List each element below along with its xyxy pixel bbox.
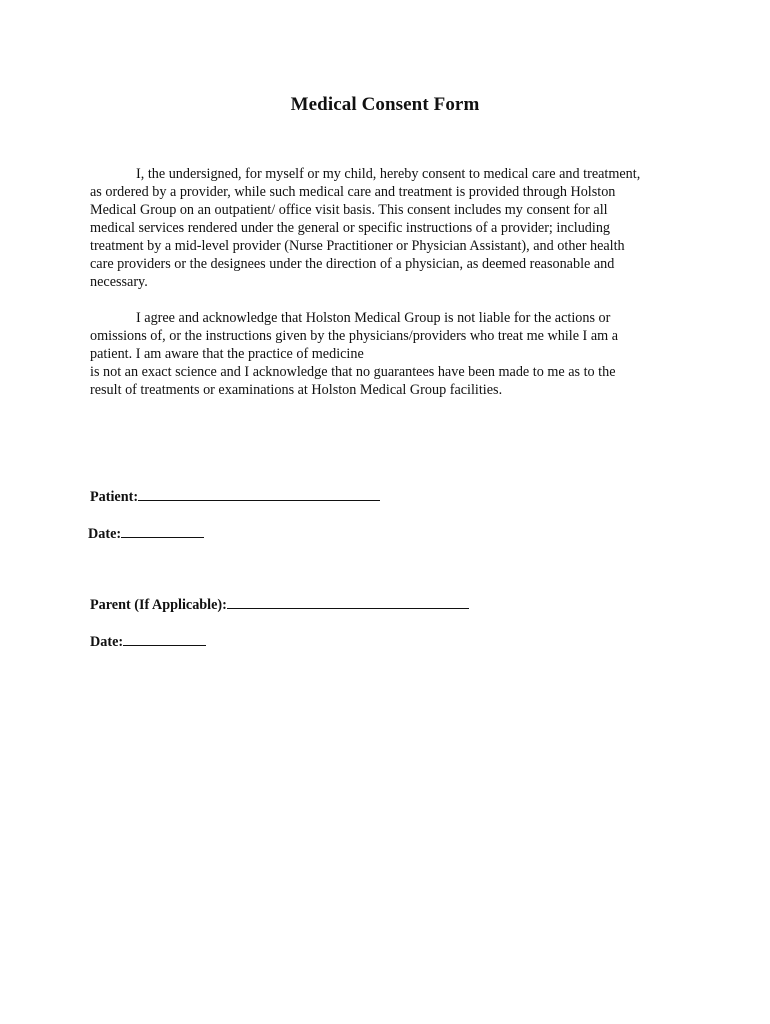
paragraph-line: patient. I am aware that the practice of medicine: [90, 346, 364, 362]
patient-date-line[interactable]: [121, 523, 204, 538]
paragraph-line: Medical Group on an outpatient/ office visit basis. This consent includes my consent for all: [90, 202, 608, 218]
parent-signature-line[interactable]: [227, 594, 469, 609]
parent-label: Parent (If Applicable):: [90, 597, 227, 613]
paragraph-line: I, the undersigned, for myself or my child, hereby consent to medical care and treatment,: [136, 166, 641, 182]
paragraph-line: necessary.: [90, 274, 148, 290]
consent-paragraph: [90, 165, 670, 291]
patient-signature-line[interactable]: [138, 486, 380, 501]
date-label: Date:: [88, 526, 122, 542]
parent-signature-field: [90, 594, 469, 614]
patient-label: Patient:: [90, 489, 139, 505]
paragraph-line: is not an exact science and I acknowledge that no guarantees have been made to me as to the: [90, 364, 616, 380]
paragraph-line: omissions of, or the instructions given by the physicians/providers who treat me while I am a: [90, 328, 618, 344]
paragraph-line: treatment by a mid-level provider (Nurse Practitioner or Physician Assistant), and other health: [90, 238, 625, 254]
liability-paragraph: [90, 309, 670, 399]
page-title: Medical Consent Form: [290, 94, 480, 115]
paragraph-line: as ordered by a provider, while such medical care and treatment is provided through Holston: [90, 184, 616, 200]
paragraph-line: care providers or the designees under the direction of a physician, as deemed reasonable and: [90, 256, 615, 272]
patient-signature-field: [90, 486, 380, 506]
patient-date-field: [88, 523, 204, 543]
date-label: Date:: [90, 634, 124, 650]
parent-date-line[interactable]: [123, 631, 206, 646]
parent-date-field: [90, 631, 206, 651]
paragraph-line: result of treatments or examinations at Holston Medical Group facilities.: [90, 382, 503, 398]
paragraph-line: I agree and acknowledge that Holston Medical Group is not liable for the actions or: [136, 310, 611, 326]
paragraph-line: medical services rendered under the general or specific instructions of a provider; including: [90, 220, 611, 236]
